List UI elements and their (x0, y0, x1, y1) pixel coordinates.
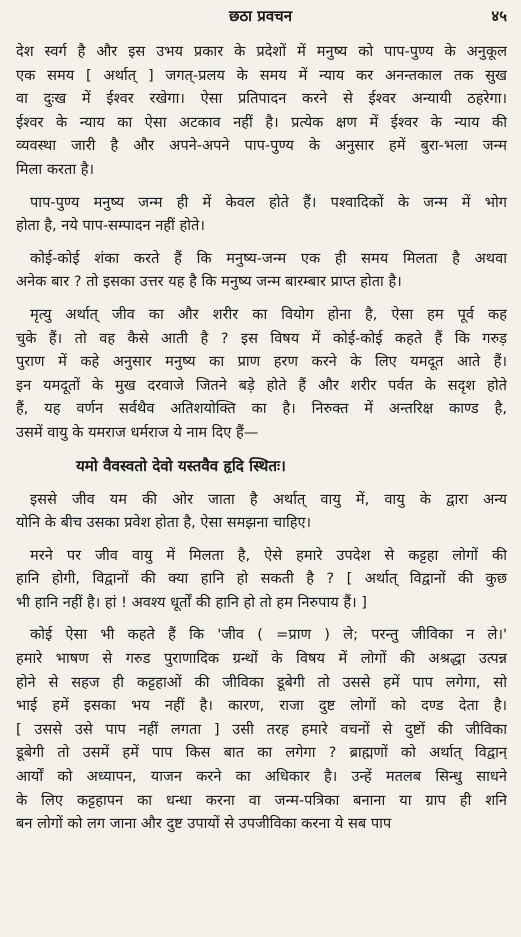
paragraph (16, 303, 507, 445)
text-line: मिला करता है। (16, 160, 95, 178)
text-line: अनेक बार ? तो इसका उत्तर यह है कि मनुष्य जन्म बारम्बार प्राप्त होता है। (16, 273, 402, 291)
text-line: के लिए कट्टहापन का धन्धा करना वा जन्म-पत्रिका बनाना या ग्राप ही शनि (16, 791, 507, 809)
text-line: ईश्वर के न्याय का ऐसा अटकाव नहीं है। प्रत्येक क्षण में ईश्वर के न्याय की (16, 113, 507, 131)
text-line: उसमें वायु के यमराज धर्मराज ये नाम दिए हैं— (16, 423, 259, 441)
text-line: इन यमदूतों के मुख दरवाजे जितने बड़े होते हैं और शरीर पर्वत के सदृश होते (16, 376, 507, 394)
text-line: कोई ऐसा भी कहते हैं कि 'जीव ( =प्राण ) ले; परन्तु जीविका न ले।' (30, 626, 507, 644)
text-line: होता है, नये पाप-सम्पादन नहीं होते। (16, 217, 205, 235)
text-line: होने से सहज ही कट्टहाओं की जीविका डूबेगी तो उससे हमें पाप लगेगा, सो (16, 673, 507, 691)
paragraph (16, 623, 507, 835)
text-line: भाई हमें इसका भय नहीं है। कारण, राजा दुष्ट लोगों को दण्ड देता है। (16, 697, 507, 715)
paragraph (16, 40, 507, 182)
page-header (0, 4, 521, 26)
sanskrit-verse: यमो वैवस्वतो देवो यस्तवैव हृदि स्थितः। (76, 456, 286, 475)
chapter-title: छठा प्रवचन (228, 7, 293, 25)
text-line: वा दुःख में ईश्वर रखेगा। ऐसा प्रतिपादन करने से ईश्वर अन्यायी ठहरेगा। (16, 90, 507, 108)
text-line: भी हानि नहीं है। हां ! अवश्य धूर्तों की हानि हो तो हम निरुपाय हैं। ] (16, 593, 367, 611)
text-line: चुके हैं। तो वह कैसे आती है ? इस विषय में कोई-कोई कहते हैं कि गरुड़ (16, 329, 507, 347)
paragraph (16, 191, 507, 238)
text-line: इससे जीव यम की ओर जाता है अर्थात् वायु में, वायु के द्वारा अन्य (30, 490, 507, 508)
text-line: मृत्यु अर्थात् जीव का और शरीर का वियोग होना है, ऐसा हम पूर्व कह (30, 305, 507, 323)
text-line: मरने पर जीव वायु में मिलता है, ऐसे हमारे उपदेश से कट्टहा लोगों की (30, 546, 507, 564)
text-line: डूबेगी तो उसमें हमें पाप किस बात का लगेगा ? ब्राह्मणों को अर्थात् विद्वान् (16, 744, 507, 762)
text-line: हमारे भाषण से गरुड पुराणादिक ग्रन्थों के विषय में लोगों की अश्रद्धा उत्पन्न (16, 650, 507, 668)
paragraph (16, 544, 507, 615)
text-line: आर्यों को अध्यापन, याजन करने का अधिकार है। उन्हें मतलब सिन्धु साधने (16, 768, 507, 786)
text-line: देश स्वर्ग है और इस उभय प्रकार के प्रदेशों में मनुष्य को पाप-पुण्य के अनुकूल (16, 43, 507, 60)
text-line: योनि के बीच उसका प्रवेश होता है, ऐसा समझना चाहिए। (16, 514, 312, 532)
text-line: हानि होगी, विद्वानों की क्या हानि हो सकती है ? [ अर्थात् विद्वानों की कुछ (16, 570, 507, 588)
page-number: ४५ (491, 7, 507, 25)
text-line: [ उससे उसे पाप नहीं लगता ] उसी तरह हमारे वचनों से दुष्टों की जीविका (16, 720, 507, 738)
text-line: बन लोगों को लग जाना और दुष्ट उपायों से उपजीविका करना ये सब पाप (16, 815, 392, 833)
text-line: व्यवस्था जारी है और अपने-अपने पाप-पुण्य के अनुसार हमें बुरा-भला जन्म (16, 137, 507, 155)
text-line: पुराण में कहे अनुसार मनुष्य का प्राण हरण करने के लिए यमदूत आते हैं। (16, 353, 507, 371)
text-line: पाप-पुण्य मनुष्य जन्म ही में केवल होते हैं। पश्वादिकों के जन्म में भोग (30, 193, 507, 211)
paragraph (16, 488, 507, 535)
text-line: हैं, यह वर्णन सर्वथैव अतिशयोक्ति का है। निरुक्त में अन्तरिक्ष काण्ड है, (16, 400, 507, 418)
paragraph (16, 247, 507, 294)
text-line: एक समय [ अर्थात् ] जगत्-प्रलय के समय में न्याय कर अनन्तकाल तक सुख (16, 66, 507, 84)
text-line: कोई-कोई शंका करते हैं कि मनुष्य-जन्म एक ही समय मिलता है अथवा (30, 249, 507, 267)
page-body (16, 40, 507, 845)
